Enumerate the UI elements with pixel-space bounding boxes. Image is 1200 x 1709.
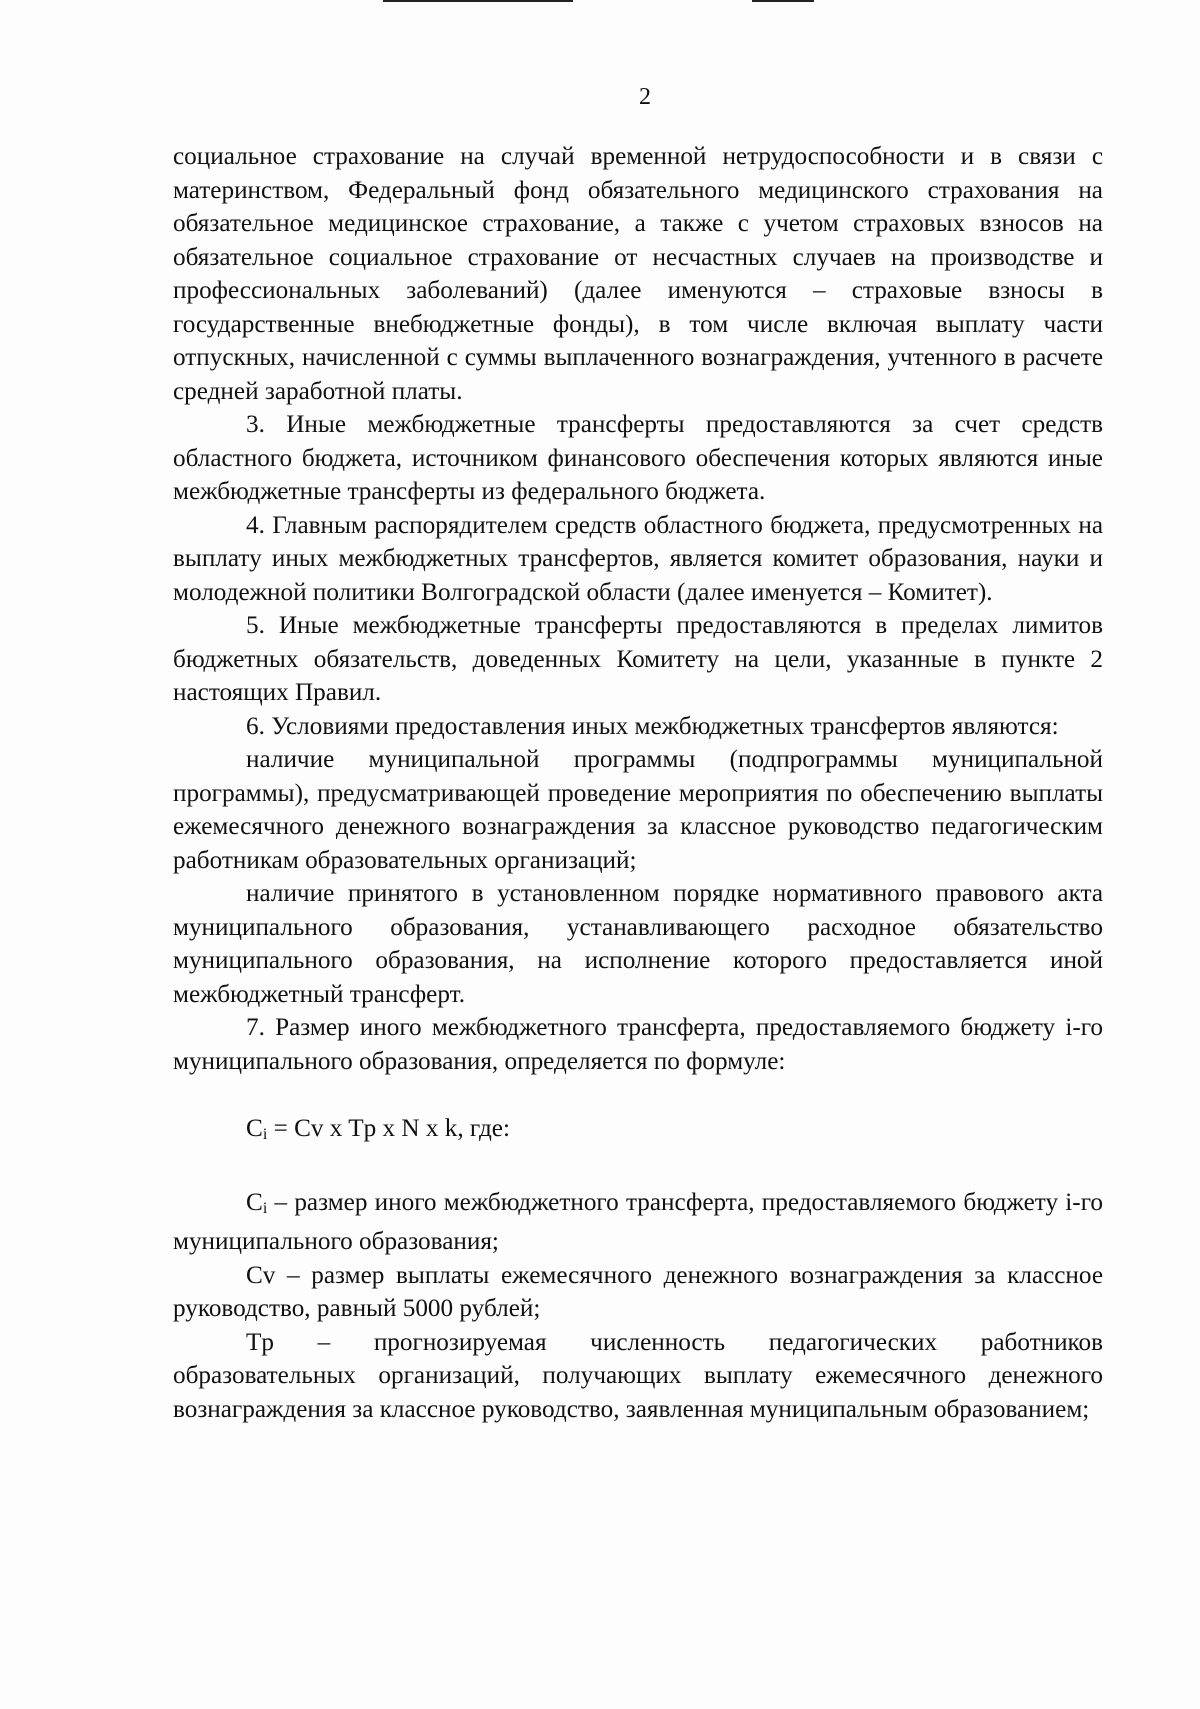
- condition-normative-act: наличие принятого в установленном порядке нормативного правового акта муниципального образования, устанавливающего расходное обязательство муниципального образования, на исполнение которого предоставляется иной межбюджетный трансферт.: [173, 880, 1103, 1008]
- definition-tp: Tp – прогнозируемая численность педагогических работников образовательных организаций, получающих выплату ежемесячного денежного вознаграждения за классное руководство, заявленная муниципальным образованием;: [173, 1328, 1103, 1423]
- paragraph-7: 7. Размер иного межбюджетного трансферта, предоставляемого бюджету i-го муниципального образования, определяется по формуле:: [173, 1014, 1103, 1075]
- document-body: [173, 140, 1103, 1426]
- formula: [173, 1112, 1103, 1152]
- definition-ci: [173, 1186, 1103, 1259]
- definition-ci-subscript: i: [262, 1199, 268, 1217]
- formula-subscript: i: [262, 1126, 268, 1143]
- formula-expression: = Cv x Tp x N x k, где:: [267, 1115, 510, 1142]
- condition-municipal-program: наличие муниципальной программы (подпрограммы муниципальной программы), предусматривающей проведение мероприятия по обеспечению выплаты ежемесячного денежного вознаграждения за классное руководство педагогическим работникам образовательных организаций;: [173, 746, 1103, 874]
- paragraph-5: 5. Иные межбюджетные трансферты предоставляются в пределах лимитов бюджетных обязательств, доведенных Комитету на цели, указанные в пункте 2 настоящих Правил.: [173, 612, 1103, 706]
- scan-artifact: [752, 0, 814, 2]
- formula-symbol: C: [246, 1115, 263, 1142]
- definition-ci-text: – размер иного межбюджетного трансферта, предоставляемого бюджету i-го муниципального образования;: [173, 1188, 1103, 1255]
- paragraph-3: 3. Иные межбюджетные трансферты предоставляются за счет средств областного бюджета, источником финансового обеспечения которых являются иные межбюджетные трансферты из федерального бюджета.: [173, 411, 1103, 505]
- definition-cv: Cv – размер выплаты ежемесячного денежного вознаграждения за классное руководство, равный 5000 рублей;: [173, 1261, 1103, 1322]
- paragraph-continuation: социальное страхование на случай временной нетрудоспособности и в связи с материнством, Федеральный фонд обязательного медицинского страхования на обязательное медицинское страхование, а также с учетом страховых взносов на обязательное социальное страхование от несчастных случаев на производстве и профессиональных заболеваний) (далее именуются – страховые взносы в государственные внебюджетные фонды), в том числе включая выплату части отпускных, начисленной с суммы выплаченного вознаграждения, учтенного в расчете средней заработной платы.: [173, 143, 1103, 405]
- paragraph-6: 6. Условиями предоставления иных межбюджетных трансфертов являются:: [246, 712, 1059, 740]
- definition-ci-symbol: C: [246, 1188, 263, 1216]
- paragraph-4: 4. Главным распорядителем средств областного бюджета, предусмотренных на выплату иных межбюджетных трансфертов, является комитет образования, науки и молодежной политики Волгоградской области (далее именуется – Комитет).: [173, 511, 1103, 606]
- page-number: 2: [639, 84, 651, 110]
- scan-artifact: [383, 0, 573, 2]
